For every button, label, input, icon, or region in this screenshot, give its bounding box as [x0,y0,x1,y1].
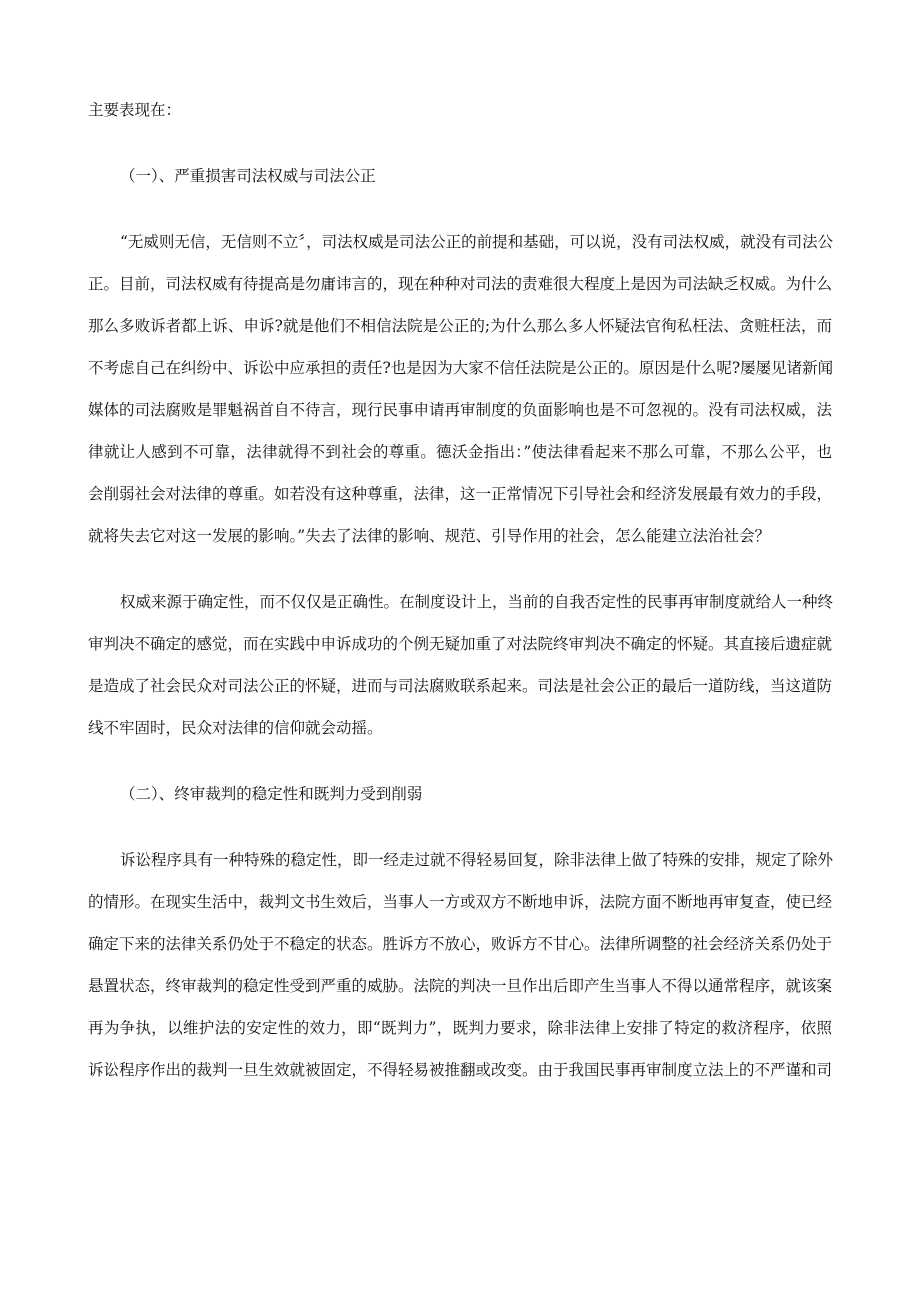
paragraph-line: 正。目前，司法权威有待提高是勿庸讳言的，现在种种对司法的责难很大程度上是因为司法缺乏权威。为什么 [88,275,833,293]
paragraph-line: 权威来源于确定性，而不仅仅是正确性。在制度设计上，当前的自我否定性的民事再审制度就给人一种终 [120,593,834,611]
paragraph-line: 律就让人感到不可靠，法律就得不到社会的尊重。德沃金指出：”使法律看起来不那么可靠，不那么公平，也 [88,443,832,461]
paragraph-line: 线不牢固时，民众对法律的信仰就会动摇。 [88,719,383,737]
paragraph-line: 确定下来的法律关系仍处于不稳定的状态。胜诉方不放心，败诉方不甘心。法律所调整的社会经济关系仍处于 [88,935,833,953]
paragraph-line: 那么多败诉者都上诉、申诉?就是他们不相信法院是公正的;为什么那么多人怀疑法官徇私枉法、贪赃枉法，而 [88,317,832,335]
paragraph-line: 再为争执，以维护法的安定性的效力，即“既判力”，既判力要求，除非法律上安排了特定的救济程序，依照 [88,1019,832,1037]
section-heading-2: （二）、终审裁判的稳定性和既判力受到削弱 [120,785,423,803]
paragraph-line: 会削弱社会对法律的尊重。如若没有这种尊重，法律，这一正常情况下引导社会和经济发展最有效力的手段， [88,485,833,503]
paragraph-line: 就将失去它对这一发展的影响。”失去了法律的影响、规范、引导作用的社会，怎么能建立法治社会？ [88,527,771,545]
paragraph-line: “无威则无信，无信则不立〞，司法权威是司法公正的前提和基础，可以说，没有司法权威，就没有司法公 [120,233,834,251]
paragraph-line: 不考虑自己在纠纷中、诉讼中应承担的责任?也是因为大家不信任法院是公正的。原因是什么呢?屡屡见诸新闻 [88,359,834,377]
intro-line: 主要表现在： [88,101,182,119]
paragraph-line: 悬置状态，终审裁判的稳定性受到严重的威胁。法院的判决一旦作出后即产生当事人不得以通常程序，就该案 [88,977,833,995]
paragraph-line: 是造成了社会民众对司法公正的怀疑，进而与司法腐败联系起来。司法是社会公正的最后一道防线，当这道防 [88,677,833,695]
section-heading-1: （一）、严重损害司法权威与司法公正 [120,167,376,185]
paragraph-line: 的情形。在现实生活中，裁判文书生效后，当事人一方或双方不断地申诉，法院方面不断地再审复查，使已经 [88,893,833,911]
paragraph-line: 诉讼程序具有一种特殊的稳定性，即一经走过就不得轻易回复，除非法律上做了特殊的安排，规定了除外 [120,851,834,869]
paragraph-line: 媒体的司法腐败是罪魁祸首自不待言，现行民事申请再审制度的负面影响也是不可忽视的。没有司法权威，法 [88,401,833,419]
paragraph-line: 诉讼程序作出的裁判一旦生效就被固定，不得轻易被推翻或改变。由于我国民事再审制度立法上的不严谨和司 [88,1061,833,1079]
paragraph-line: 审判决不确定的感觉，而在实践中申诉成功的个例无疑加重了对法院终审判决不确定的怀疑。其直接后遗症就 [88,635,833,653]
